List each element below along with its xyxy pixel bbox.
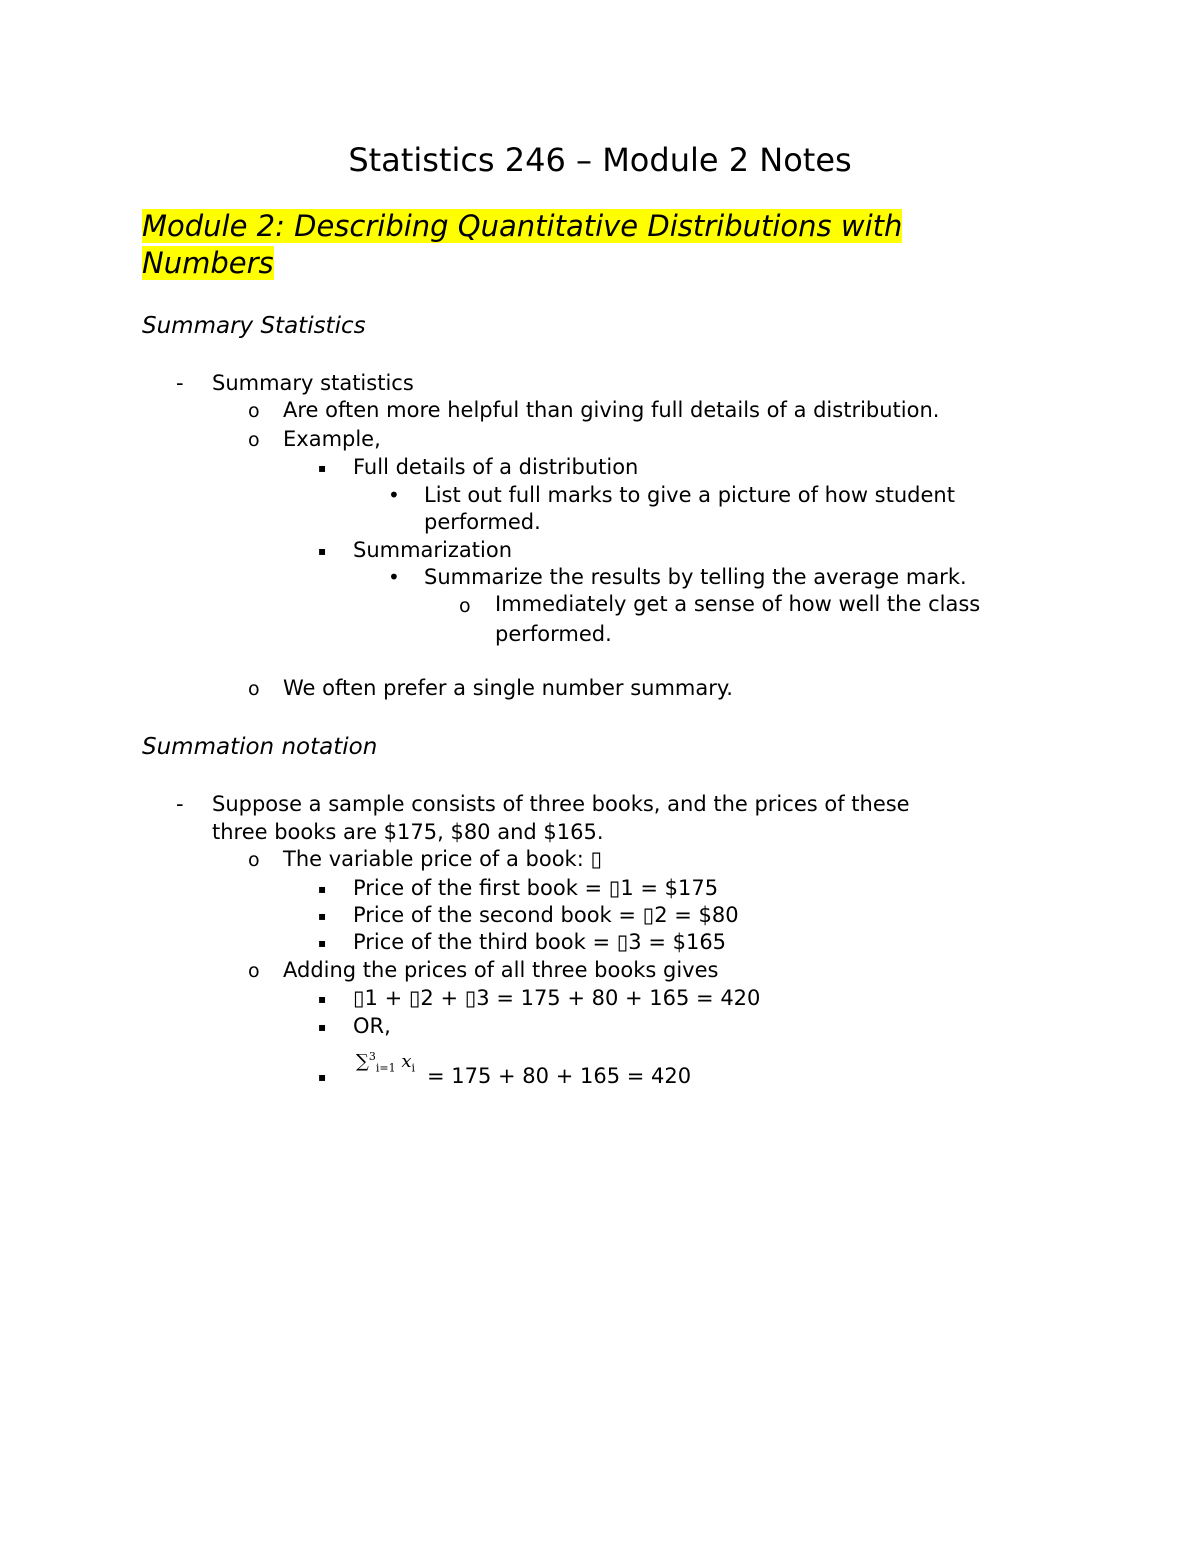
list-item: Summarization	[353, 538, 513, 562]
dash-marker: -	[176, 371, 184, 395]
list-item: Full details of a distribution	[353, 455, 639, 479]
square-marker: ▪	[318, 909, 327, 923]
list-item: Summary statistics	[212, 371, 414, 395]
list-item: List out full marks to give a picture of how student	[424, 483, 955, 507]
square-marker: ▪	[318, 544, 327, 558]
square-marker: ▪	[318, 992, 327, 1006]
list-item: Price of the third book = ▯3 = $165	[353, 930, 727, 954]
list-item: Example,	[283, 427, 381, 451]
page-title: Statistics 246 – Module 2 Notes	[348, 141, 852, 179]
circle-marker: o	[248, 400, 260, 422]
square-marker: ▪	[318, 461, 327, 475]
list-item-continuation: three books are $175, $80 and $165.	[212, 820, 604, 844]
list-item-continuation: performed.	[424, 510, 541, 534]
square-marker: ▪	[318, 882, 327, 896]
sigma-equation	[356, 1046, 415, 1080]
section-heading-summation-notation: Summation notation	[142, 734, 378, 760]
sigma-symbol: ∑	[356, 1051, 369, 1072]
list-item: We often prefer a single number summary.	[283, 676, 733, 700]
sigma-lower-limit: i=1	[375, 1061, 396, 1075]
circle-marker: o	[248, 678, 260, 700]
circle-marker: o	[459, 595, 471, 617]
list-item: Are often more helpful than giving full details of a distribution.	[283, 398, 940, 422]
bullet-marker: •	[388, 483, 400, 507]
list-item: Immediately get a sense of how well the class	[495, 592, 981, 616]
list-item: The variable price of a book: ▯	[283, 847, 603, 871]
sigma-variable: x	[401, 1051, 412, 1072]
bullet-marker: •	[388, 565, 400, 589]
square-marker: ▪	[318, 1020, 327, 1034]
sigma-upper-limit: 3	[368, 1050, 376, 1063]
list-item: Price of the first book = ▯1 = $175	[353, 876, 719, 900]
dash-marker: -	[176, 792, 184, 816]
module-heading-text: Module 2: Describing Quantitative Distributions with Numbers	[142, 209, 903, 280]
square-marker: ▪	[318, 936, 327, 950]
circle-marker: o	[248, 960, 260, 982]
list-item: ▯1 + ▯2 + ▯3 = 175 + 80 + 165 = 420	[353, 986, 761, 1010]
list-item-continuation: performed.	[495, 622, 612, 646]
square-marker: ▪	[318, 1070, 327, 1084]
module-heading	[142, 208, 1002, 282]
list-item: Adding the prices of all three books gives	[283, 958, 719, 982]
list-item: = 175 + 80 + 165 = 420	[427, 1064, 692, 1088]
list-item: Summarize the results by telling the average mark.	[424, 565, 967, 589]
list-item: OR,	[353, 1014, 391, 1038]
sigma-variable-subscript: i	[411, 1061, 416, 1075]
section-heading-summary-statistics: Summary Statistics	[142, 313, 366, 339]
list-item: Price of the second book = ▯2 = $80	[353, 903, 739, 927]
list-item: Suppose a sample consists of three books, and the prices of these	[212, 792, 910, 816]
circle-marker: o	[248, 849, 260, 871]
circle-marker: o	[248, 429, 260, 451]
